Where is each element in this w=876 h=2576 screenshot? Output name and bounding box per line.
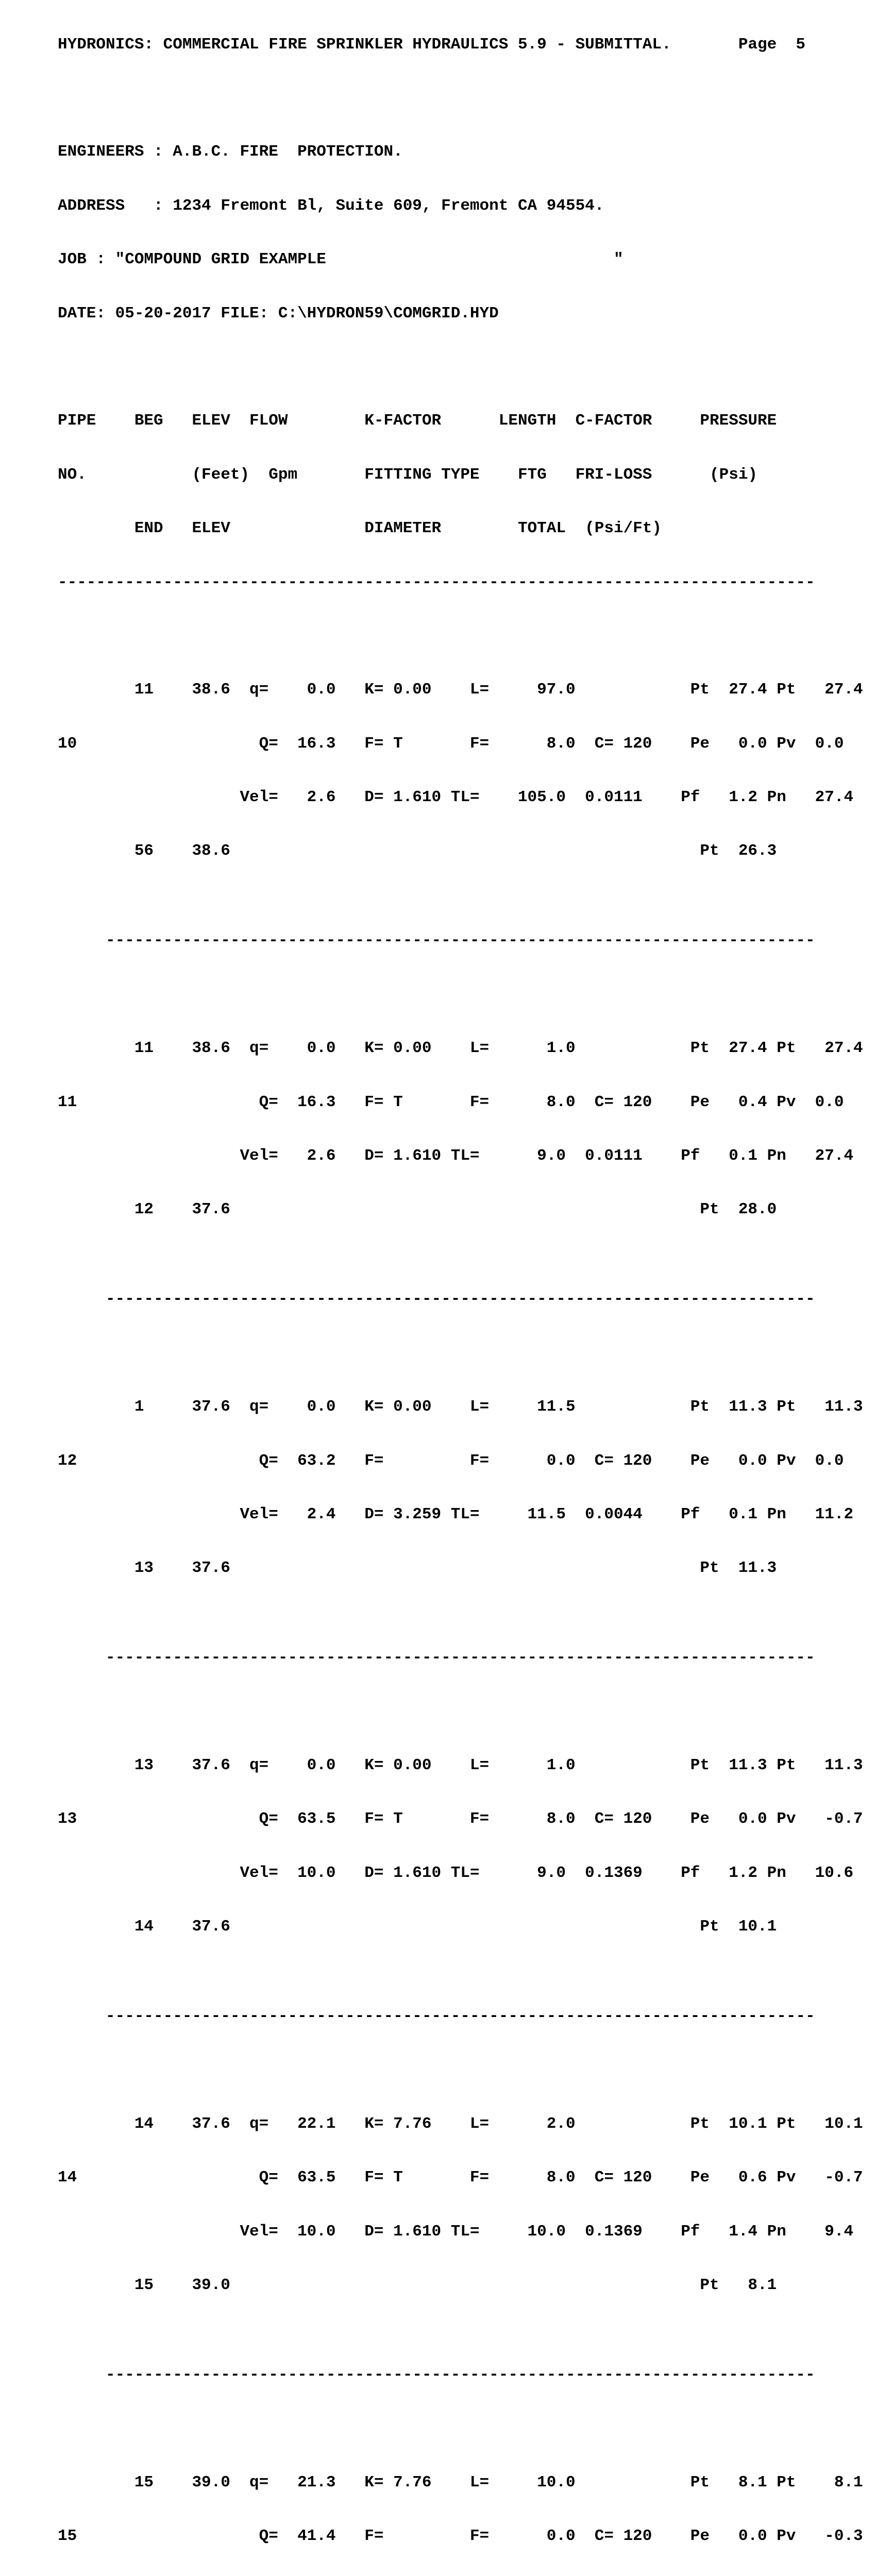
pipe-line-beg: 11 38.6 q= 0.0 K= 0.00 L= 97.0 Pt 27.4 Pt 27.4 bbox=[58, 681, 863, 699]
pipe-line-beg: 11 38.6 q= 0.0 K= 0.00 L= 1.0 Pt 27.4 Pt 27.4 bbox=[58, 1039, 863, 1058]
pipe-line-beg: 13 37.6 q= 0.0 K= 0.00 L= 1.0 Pt 11.3 Pt 11.3 bbox=[58, 1756, 863, 1775]
pipe-record bbox=[58, 2079, 862, 2330]
record-separator: -------------------------------------------------------------------------- bbox=[58, 2366, 815, 2384]
pipe-line-flow: 15 Q= 41.4 F= F= 0.0 C= 120 Pe 0.0 Pv -0.3 bbox=[58, 2527, 863, 2546]
record-separator: -------------------------------------------------------------------------- bbox=[58, 2007, 815, 2026]
pipe-line-end: 13 37.6 Pt 11.3 bbox=[58, 1559, 777, 1578]
pipe-line-end: 12 37.6 Pt 28.0 bbox=[58, 1200, 777, 1219]
record-separator: -------------------------------------------------------------------------- bbox=[58, 1649, 815, 1667]
pipe-line-flow: 10 Q= 16.3 F= T F= 8.0 C= 120 Pe 0.0 Pv 0.0 bbox=[58, 734, 844, 753]
date-line: DATE: 05-20-2017 FILE: C:\HYDRON59\COMGRID.HYD bbox=[58, 304, 499, 323]
pipe-record bbox=[58, 646, 862, 896]
pipe-record bbox=[58, 1004, 862, 1255]
pipe-line-flow: 13 Q= 63.5 F= T F= 8.0 C= 120 Pe 0.0 Pv -0.7 bbox=[58, 1810, 863, 1828]
pipe-line-end: 15 39.0 Pt 8.1 bbox=[58, 2276, 777, 2295]
record-separator: -------------------------------------------------------------------------- bbox=[58, 1290, 815, 1309]
pipe-record bbox=[58, 2438, 862, 2576]
pipe-line-end: 56 38.6 Pt 26.3 bbox=[58, 842, 777, 860]
pipe-line-velocity: Vel= 2.4 D= 3.259 TL= 11.5 0.0044 Pf 0.1 Pn 11.2 bbox=[58, 1505, 854, 1523]
pipe-line-velocity: Vel= 2.6 D= 1.610 TL= 105.0 0.0111 Pf 1.2 Pn 27.4 bbox=[58, 788, 854, 807]
hydraulics-report bbox=[58, 0, 862, 2576]
pipe-line-velocity: Vel= 10.0 D= 1.610 TL= 9.0 0.1369 Pf 1.2 Pn 10.6 bbox=[58, 1863, 854, 1882]
pipe-line-end: 14 37.6 Pt 10.1 bbox=[58, 1918, 777, 1936]
pipe-line-velocity: Vel= 2.6 D= 1.610 TL= 9.0 0.0111 Pf 0.1 Pn 27.4 bbox=[58, 1147, 854, 1165]
record-separator: -------------------------------------------------------------------------- bbox=[58, 931, 815, 950]
pipe-line-flow: 14 Q= 63.5 F= T F= 8.0 C= 120 Pe 0.6 Pv -0.7 bbox=[58, 2168, 863, 2187]
pipe-record bbox=[58, 1721, 862, 1972]
pipe-line-flow: 12 Q= 63.2 F= F= 0.0 C= 120 Pe 0.0 Pv 0.0 bbox=[58, 1451, 844, 1470]
pipe-line-velocity: Vel= 10.0 D= 1.610 TL= 10.0 0.1369 Pf 1.4 Pn 9.4 bbox=[58, 2222, 854, 2241]
column-header-2: NO. (Feet) Gpm FITTING TYPE FTG FRI-LOSS (Psi) bbox=[58, 465, 758, 484]
header-separator: ------------------------------------------------------------------------------- bbox=[58, 573, 815, 591]
pipe-line-beg: 1 37.6 q= 0.0 K= 0.00 L= 11.5 Pt 11.3 Pt 11.3 bbox=[58, 1398, 863, 1416]
engineers-line: ENGINEERS : A.B.C. FIRE PROTECTION. bbox=[58, 143, 403, 161]
column-header-3: END ELEV DIAMETER TOTAL (Psi/Ft) bbox=[58, 519, 662, 538]
report-title: HYDRONICS: COMMERCIAL FIRE SPRINKLER HYDRAULICS 5.9 - SUBMITTAL. Page 5 bbox=[58, 35, 806, 54]
pipe-line-beg: 14 37.6 q= 22.1 K= 7.76 L= 2.0 Pt 10.1 Pt 10.1 bbox=[58, 2115, 863, 2133]
address-line: ADDRESS : 1234 Fremont Bl, Suite 609, Fremont CA 94554. bbox=[58, 196, 604, 215]
column-header-1: PIPE BEG ELEV FLOW K-FACTOR LENGTH C-FACTOR PRESSURE bbox=[58, 412, 777, 430]
pipe-record bbox=[58, 1363, 862, 1614]
pipe-line-flow: 11 Q= 16.3 F= T F= 8.0 C= 120 Pe 0.4 Pv 0.0 bbox=[58, 1093, 844, 1111]
pipe-line-beg: 15 39.0 q= 21.3 K= 7.76 L= 10.0 Pt 8.1 Pt 8.1 bbox=[58, 2473, 863, 2492]
job-line: JOB : "COMPOUND GRID EXAMPLE " bbox=[58, 250, 624, 269]
